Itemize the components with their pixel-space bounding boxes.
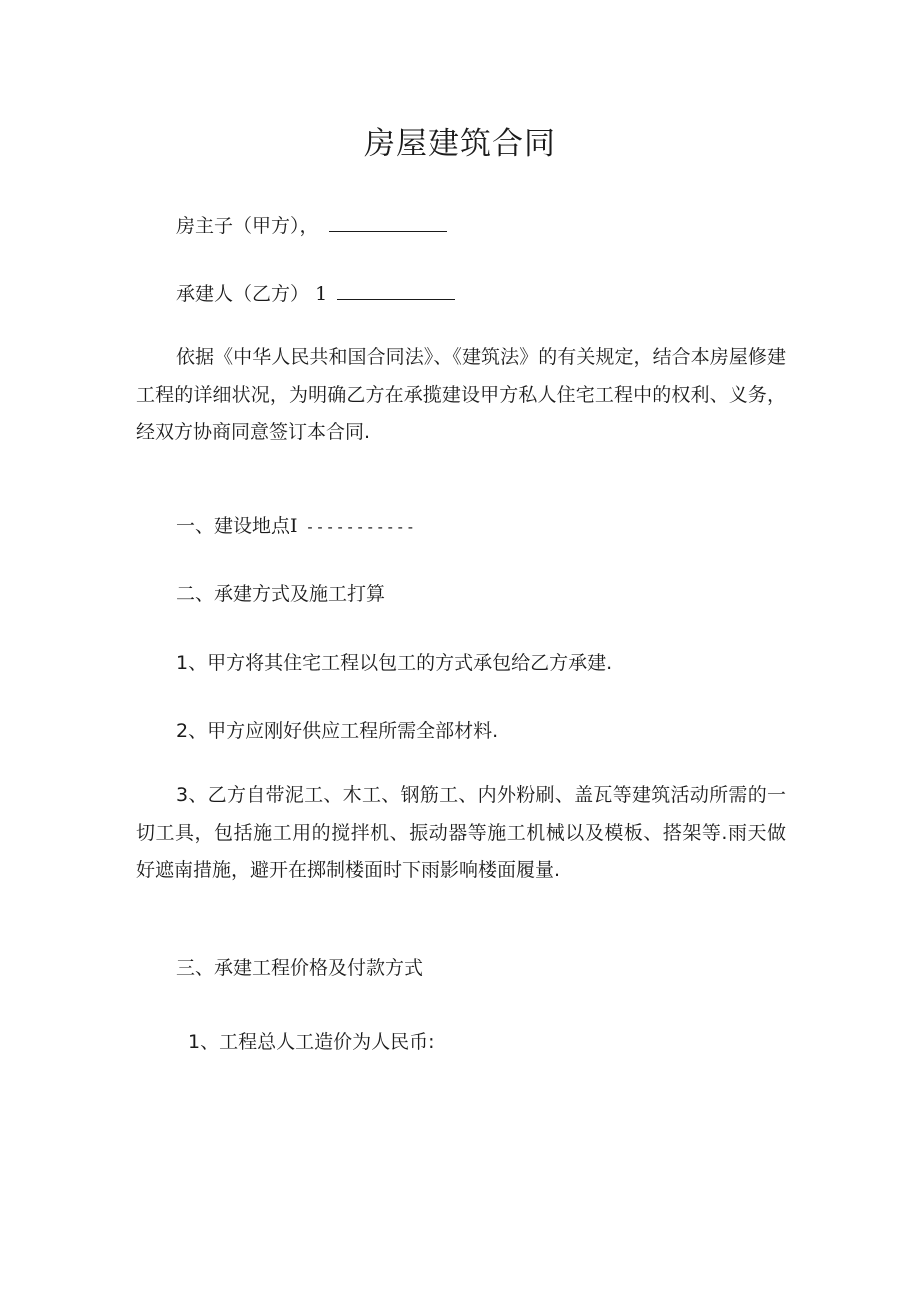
item-3-1: 1、工程总人工造价为人民币: [188, 1031, 435, 1053]
intro-paragraph: 依据《中华人民共和国合同法》、《建筑法》的有关规定，结合本房屋修建工程的详细状况，为明确乙方在承揽建设甲方私人住宅工程中的权利、义务，经双方协商同意签订本合同. [136, 346, 786, 443]
section3-heading: 三、承建工程价格及付款方式 [176, 957, 424, 979]
party-b-line [176, 279, 455, 306]
party-a-label: 房主子（甲方）， [176, 215, 319, 237]
section1-mark: I [290, 515, 298, 537]
section1-dashes: ----------- [305, 518, 416, 536]
party-b-mark: 1 [315, 283, 328, 305]
section2-heading: 二、承建方式及施工打算 [176, 583, 386, 605]
party-a-line [176, 211, 447, 238]
section1-label: 一、建设地点 [176, 515, 291, 537]
party-a-blank [329, 213, 447, 232]
party-b-label: 承建人（乙方） [176, 283, 310, 305]
document-title: 房屋建筑合同 [364, 126, 556, 162]
section1-line [176, 511, 416, 538]
item-2-2: 2、甲方应刚好供应工程所需全部材料. [176, 720, 499, 742]
item-2-1: 1、甲方将其住宅工程以包工的方式承包给乙方承建. [176, 652, 613, 674]
item-2-3: 3、乙方自带泥工、木工、钢筋工、内外粉刷、盖瓦等建筑活动所需的一切工具，包括施工用的搅拌机、振动器等施工机械以及模板、搭架等.雨天做好遮南措施，避开在掷制楼面时下雨影响楼面履量. [136, 784, 786, 881]
party-b-blank [337, 281, 455, 300]
